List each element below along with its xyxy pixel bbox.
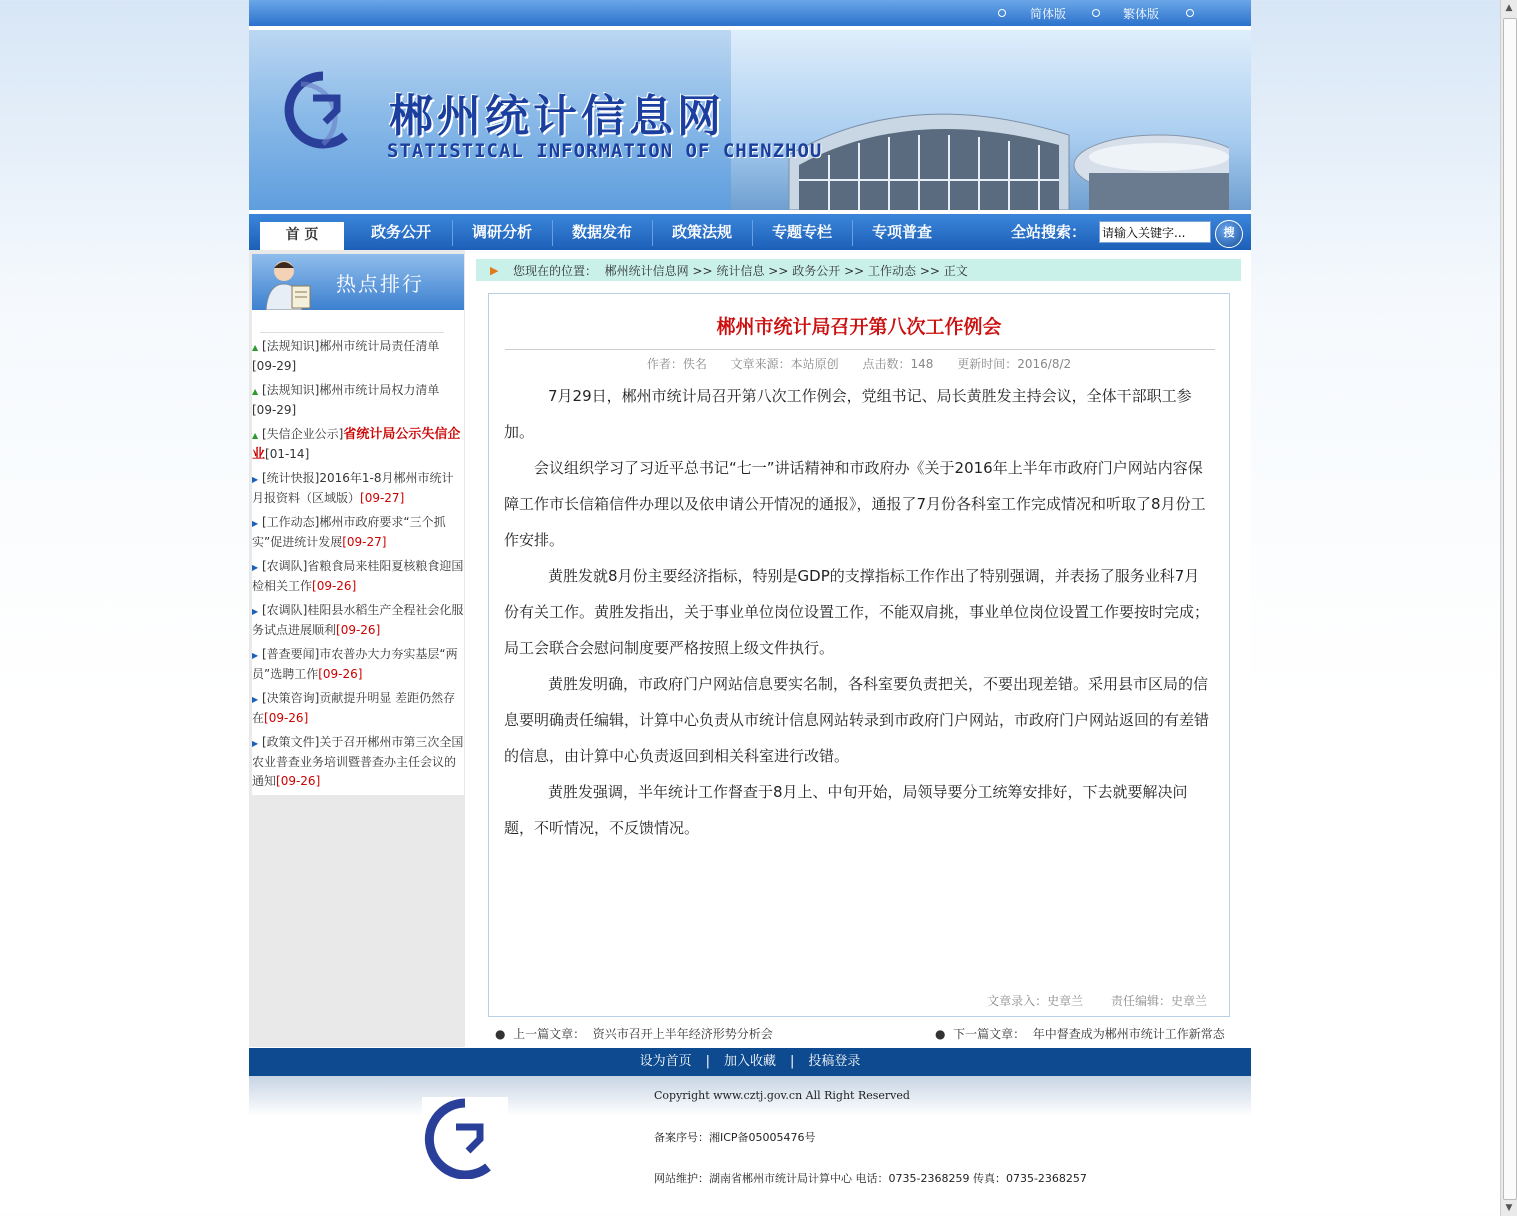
hot-item-text: [失信企业公示]	[262, 427, 344, 441]
breadcrumb-separator: >>	[692, 264, 713, 278]
triangle-icon: ▶	[252, 607, 259, 616]
nav-home[interactable]: 首 页	[260, 222, 344, 250]
article-entry: 文章录入：史章兰	[987, 994, 1084, 1008]
search-input[interactable]	[1099, 221, 1211, 243]
footer-separator: |	[790, 1054, 795, 1069]
nav-topics[interactable]: 专题专栏	[771, 223, 832, 241]
hot-item-text: [工作动态]郴州市政府要求“三个抓实”促进统计发展	[252, 515, 446, 549]
left-sidebar	[249, 250, 465, 1047]
nav-gov-affairs[interactable]: 政务公开	[370, 223, 431, 241]
hot-item[interactable]	[252, 689, 464, 728]
double-arrow-icon: ▶	[490, 264, 499, 277]
icp-text: 备案序号：湘ICP备05005476号	[654, 1131, 816, 1144]
hot-item-text: [法规知识]郴州市统计局责任清单	[262, 339, 440, 353]
vertical-scrollbar[interactable]	[1500, 0, 1517, 1216]
divider	[505, 349, 1215, 350]
footer	[249, 1076, 1251, 1198]
hot-item-date: [09-29]	[252, 359, 297, 373]
top-strip	[249, 0, 1251, 26]
breadcrumb-link[interactable]: 郴州统计信息网	[604, 264, 689, 278]
scrollbar-thumb[interactable]	[1503, 18, 1517, 1200]
bullet-icon: ●	[495, 1027, 506, 1041]
scroll-down-icon[interactable]: ▼	[1505, 1203, 1513, 1213]
hot-item-date: [09-26]	[276, 774, 321, 788]
hot-item[interactable]	[252, 337, 464, 376]
prev-article-link[interactable]	[495, 1025, 773, 1042]
divider	[260, 332, 444, 333]
hot-item[interactable]	[252, 557, 464, 596]
up-arrow-icon: ▲	[252, 431, 259, 440]
triangle-icon: ▶	[252, 739, 259, 748]
add-favorite-link[interactable]: 加入收藏	[723, 1054, 776, 1069]
article-footer	[963, 992, 1207, 1009]
breadcrumb-separator: >>	[844, 264, 865, 278]
search-label: 全站搜索：	[1011, 223, 1087, 241]
next-article-link[interactable]	[935, 1025, 1225, 1042]
site-subtitle: STATISTICAL INFORMATION OF CHENZHOU	[387, 140, 823, 162]
hot-item[interactable]	[252, 601, 464, 640]
scroll-up-icon[interactable]: ▲	[1505, 3, 1513, 13]
hot-item-text: [农调队]省粮食局来桂阳夏核粮食迎国检相关工作	[252, 559, 464, 593]
article-paragraph: 黄胜发明确，市政府门户网站信息要实名制，各科室要负责把关，不要出现差错。采用县市区局的信息要明确责任编辑，计算中心负责从市统计信息网站转录到市政府门户网站，市政府门户网站返回的有差错的信息，由计算中心负责返回到相关科室进行改错。	[504, 675, 1210, 765]
breadcrumb-separator: >>	[768, 264, 789, 278]
traditional-link[interactable]: 繁体版	[1123, 7, 1160, 21]
hot-item-date: [09-26]	[318, 667, 363, 681]
breadcrumb-separator: >>	[919, 264, 940, 278]
footer-links-bar	[249, 1048, 1251, 1076]
site-title: 郴州统计信息网	[389, 91, 725, 142]
site-logo-icon	[422, 1097, 508, 1179]
hot-item[interactable]	[252, 381, 464, 420]
nav-policy[interactable]: 政策法规	[671, 223, 732, 241]
hot-item-date: [09-29]	[252, 403, 297, 417]
article-meta	[489, 355, 1229, 372]
breadcrumb-link[interactable]: 政务公开	[792, 264, 841, 278]
nav-data-release[interactable]: 数据发布	[571, 223, 632, 241]
article-paragraph: 会议组织学习了习近平总书记“七一”讲话精神和市政府办《关于2016年上半年市政府门户网站内容保障工作市长信箱信件办理以及依申请公开情况的通报》，通报了7月份各科室工作完成情况和听取了8月份工作安排。	[504, 459, 1206, 549]
article-editor: 责任编辑：史章兰	[1110, 994, 1207, 1008]
article-source: 文章来源：本站原创	[730, 357, 839, 371]
hot-item-date: [09-26]	[312, 579, 357, 593]
copyright-text: Copyright www.cztj.gov.cn All Right Reserved	[654, 1089, 910, 1102]
hot-item-text: [政策文件]关于召开郴州市第三次全国农业普查业务培训暨普查办主任会议的通知	[252, 735, 464, 788]
hot-item-date: [09-26]	[336, 623, 381, 637]
breadcrumb	[476, 259, 1241, 281]
next-label: 下一篇文章：	[953, 1027, 1026, 1041]
breadcrumb-link[interactable]: 统计信息	[716, 264, 765, 278]
up-arrow-icon: ▲	[252, 343, 259, 352]
hot-item-highlight: 省统计局公示失信企业	[252, 427, 461, 462]
article-paragraph: 黄胜发强调，半年统计工作督查于8月上、中旬开始，局领导要分工统筹安排好，下去就要解决问题，不听情况，不反馈情况。	[504, 783, 1188, 837]
hot-ranking-header	[252, 254, 464, 310]
hot-item-date: [09-27]	[360, 491, 405, 505]
hot-item-text: [法规知识]郴州市统计局权力清单	[262, 383, 440, 397]
hot-item-text: [决策咨询]贡献提升明显 差距仍然存在	[252, 691, 456, 725]
hot-item-date: [01-14]	[265, 447, 310, 461]
footer-logo	[422, 1097, 508, 1179]
hot-item-text: [普查要闻]市农普办大力夯实基层“两员”选聘工作	[252, 647, 458, 681]
bullet-icon	[1092, 9, 1100, 17]
prev-label: 上一篇文章：	[513, 1027, 586, 1041]
article-clicks: 点击数：148	[862, 357, 934, 371]
main-nav	[249, 214, 1251, 250]
bullet-icon	[998, 9, 1006, 17]
person-icon	[262, 256, 316, 310]
breadcrumb-link[interactable]: 工作动态	[868, 264, 917, 278]
triangle-icon: ▶	[252, 519, 259, 528]
next-title[interactable]: 年中督查成为郴州市统计工作新常态	[1032, 1027, 1225, 1041]
triangle-icon: ▶	[252, 475, 259, 484]
triangle-icon: ▶	[252, 651, 259, 660]
page-wrapper	[249, 0, 1251, 1198]
article-author: 作者：佚名	[646, 357, 707, 371]
triangle-icon: ▶	[252, 695, 259, 704]
article-paragraph: 黄胜发就8月份主要经济指标，特别是GDP的支撑指标工作作出了特别强调，并表扬了服务业科7月份有关工作。黄胜发指出，关于事业单位岗位设置工作，不能双肩挑，事业单位岗位设置工作要按时完成；局工会联合会慰问制度要严格按照上级文件执行。	[504, 567, 1210, 657]
hot-item[interactable]	[252, 425, 464, 464]
article-body	[504, 378, 1214, 846]
nav-research[interactable]: 调研分析	[471, 223, 532, 241]
search-button[interactable]: 搜	[1215, 220, 1243, 248]
hot-ranking-title: 热点排行	[336, 272, 424, 296]
hot-item-date: [09-26]	[264, 711, 309, 725]
site-banner	[249, 30, 1251, 210]
breadcrumb-label: 您现在的位置：	[513, 264, 598, 278]
breadcrumb-current: 正文	[943, 264, 968, 278]
site-logo-icon	[283, 70, 363, 150]
nav-census[interactable]: 专项普查	[871, 223, 932, 241]
article-panel	[488, 293, 1230, 1017]
submit-login-link[interactable]: 投稿登录	[808, 1054, 861, 1069]
simplified-link[interactable]: 简体版	[1030, 7, 1067, 21]
article-title: 郴州市统计局召开第八次工作例会	[716, 316, 1002, 338]
set-homepage-link[interactable]: 设为首页	[639, 1054, 692, 1069]
prev-title[interactable]: 资兴市召开上半年经济形势分析会	[592, 1027, 773, 1041]
article-updated: 更新时间：2016/8/2	[957, 357, 1072, 371]
footer-separator: |	[705, 1054, 710, 1069]
hot-item[interactable]	[252, 513, 464, 552]
maintain-text: 网站维护：湖南省郴州市统计局计算中心 电话：0735-2368259 传真：0735-2368257	[654, 1172, 1087, 1185]
hot-item[interactable]	[252, 469, 464, 508]
hot-item[interactable]	[252, 733, 464, 791]
hot-item-text: [农调队]桂阳县水稻生产全程社会化服务试点进展顺利	[252, 603, 464, 637]
article-paragraph: 7月29日，郴州市统计局召开第八次工作例会，党组书记、局长黄胜发主持会议，全体干部职工参加。	[504, 387, 1192, 441]
building-illustration	[769, 95, 1229, 210]
up-arrow-icon: ▲	[252, 387, 259, 396]
bullet-icon: ●	[935, 1027, 946, 1041]
bullet-icon	[1186, 9, 1194, 17]
hot-item[interactable]	[252, 645, 464, 684]
hot-item-text: [统计快报]2016年1-8月郴州市统计月报资料（区域版）	[252, 471, 454, 505]
triangle-icon: ▶	[252, 563, 259, 572]
hot-ranking-panel	[252, 254, 464, 795]
hot-item-date: [09-27]	[342, 535, 387, 549]
